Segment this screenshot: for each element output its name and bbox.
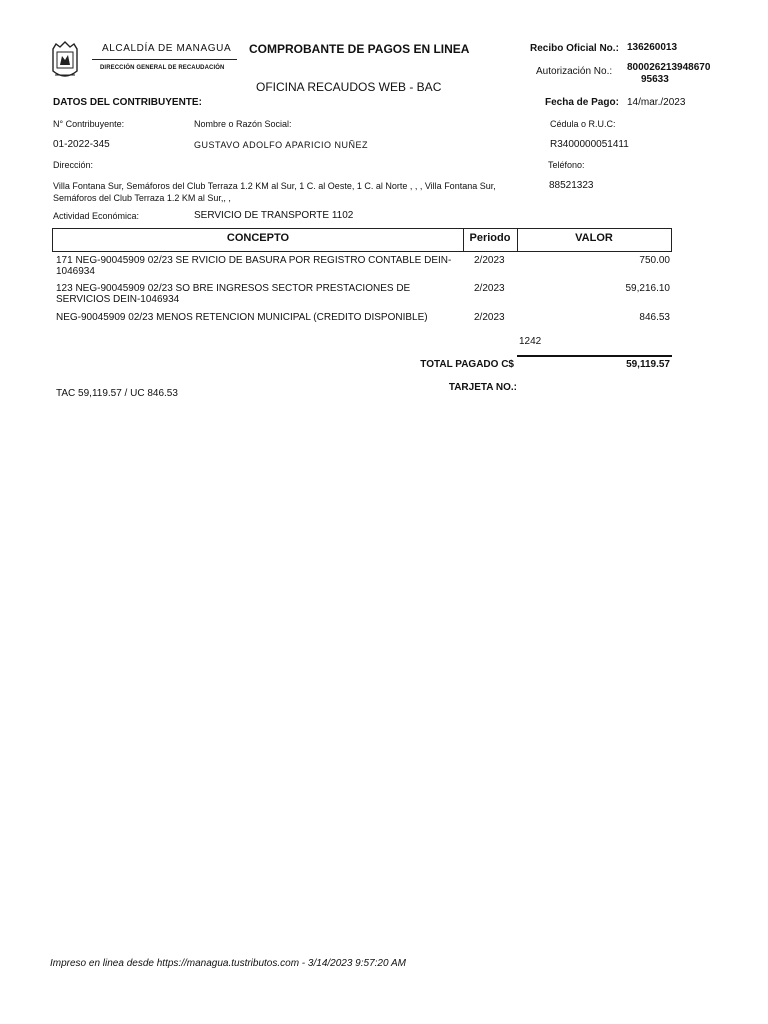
activity-label: Actividad Económica:	[53, 211, 140, 221]
address-label: Dirección:	[53, 160, 94, 170]
document-title: COMPROBANTE DE PAGOS EN LINEA	[249, 42, 470, 56]
payment-note: TAC 59,119.57 / UC 846.53	[56, 388, 178, 399]
receipt-number: 136260013	[627, 42, 678, 53]
header-concept: CONCEPTO	[226, 232, 290, 244]
taxpayer-id: R3400000051411	[550, 139, 629, 150]
phone-label: Teléfono:	[548, 160, 585, 170]
receipt-label: Recibo Oficial No.:	[530, 43, 619, 54]
header-value: VALOR	[575, 232, 613, 244]
header-divider	[92, 59, 237, 60]
print-footer: Impreso en linea desde https://managua.tustributos.com - 3/14/2023 9:57:20 AM	[50, 958, 406, 969]
taxpayer-section-title: DATOS DEL CONTRIBUYENTE:	[53, 97, 202, 108]
row-period: 2/2023	[474, 255, 505, 266]
activity: SERVICIO DE TRANSPORTE 1102	[194, 210, 354, 221]
department-name: DIRECCIÓN GENERAL DE RECAUDACIÓN	[100, 65, 225, 71]
row-concept: NEG-90045909 02/23 MENOS RETENCION MUNICIPAL (CREDITO DISPONIBLE)	[56, 312, 428, 323]
extra-code: 1242	[519, 336, 542, 347]
taxpayer-number: 01-2022-345	[53, 139, 110, 150]
header-period: Periodo	[469, 232, 511, 244]
row-period: 2/2023	[474, 312, 505, 323]
payment-date: 14/mar./2023	[627, 97, 686, 108]
taxpayer-id-label: Cédula o R.U.C:	[550, 119, 616, 129]
row-value: 846.53	[639, 312, 670, 323]
institution-name: ALCALDÍA DE MANAGUA	[102, 43, 232, 54]
total-divider	[517, 355, 672, 357]
row-concept: 123 NEG-90045909 02/23 SO BRE INGRESOS SECTOR PRESTACIONES DE SERVICIOS DEIN-1046934	[56, 283, 411, 305]
taxpayer-number-label: N° Contribuyente:	[53, 119, 125, 129]
office-name: OFICINA RECAUDOS WEB - BAC	[256, 80, 442, 94]
taxpayer-name: GUSTAVO ADOLFO APARICIO NUÑEZ	[194, 140, 369, 150]
card-label: TARJETA NO.:	[448, 382, 517, 393]
taxpayer-name-label: Nombre o Razón Social:	[194, 119, 292, 129]
payment-date-label: Fecha de Pago:	[545, 97, 619, 108]
coat-of-arms-icon	[50, 41, 80, 81]
row-period: 2/2023	[474, 283, 505, 294]
address: Villa Fontana Sur, Semáforos del Club Terraza 1.2 KM al Sur, 1 C. al Oeste, 1 C. al Norte , , , Villa Fontana Sur, Semáforos del Club Terraza 1.2 KM al Sur,, ,	[53, 181, 496, 203]
row-value: 750.00	[639, 255, 670, 266]
row-concept: 171 NEG-90045909 02/23 SE RVICIO DE BASURA POR REGISTRO CONTABLE DEIN-1046934	[56, 255, 452, 277]
authorization-label: Autorización No.:	[536, 66, 613, 77]
authorization-number-line1: 800026213948670	[627, 62, 711, 73]
row-value: 59,216.10	[625, 283, 670, 294]
authorization-number-line2: 95633	[641, 74, 669, 85]
phone: 88521323	[549, 180, 594, 191]
total-label: TOTAL PAGADO C$	[420, 359, 514, 370]
table-header	[52, 228, 672, 252]
total-value: 59,119.57	[626, 359, 670, 370]
